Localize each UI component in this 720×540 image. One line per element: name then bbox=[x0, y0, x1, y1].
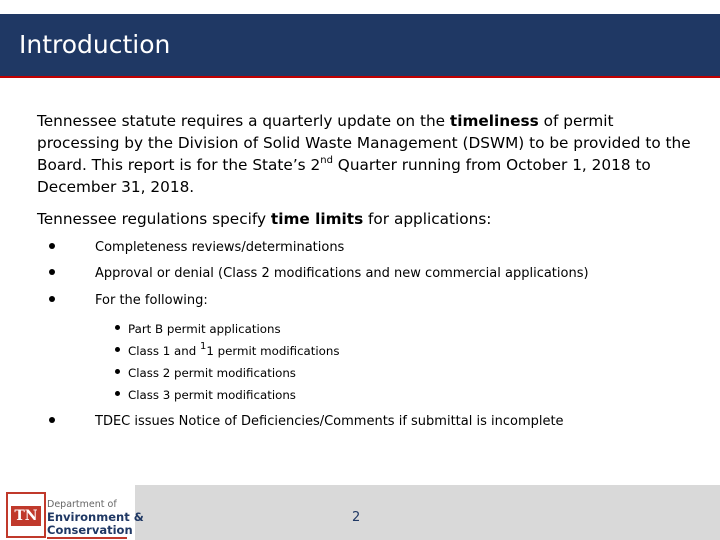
class1-sup: 1 bbox=[200, 341, 207, 353]
class1-text-a: Class 1 and bbox=[128, 344, 200, 358]
bullet-tdec-notice: TDEC issues Notice of Deficiencies/Comments if submittal is incomplete bbox=[95, 414, 564, 429]
intro-text-c: Quarter running from October 1, 2018 to December 31, 2018. bbox=[37, 156, 651, 196]
bullet-dot bbox=[49, 269, 55, 275]
sub-bullet-dot bbox=[115, 391, 120, 396]
logo-underline bbox=[47, 537, 127, 539]
bullet-dot bbox=[49, 296, 55, 302]
sub-bullet-class3: Class 3 permit modifications bbox=[128, 388, 296, 402]
logo-environment: Environment & bbox=[47, 510, 144, 524]
title-bar bbox=[0, 14, 720, 78]
sub-bullet-class1 bbox=[128, 342, 340, 360]
tn-logo-text: TN bbox=[11, 506, 41, 526]
slide-title: Introduction bbox=[19, 30, 171, 59]
intro-paragraph bbox=[37, 110, 697, 198]
logo-conservation: Conservation bbox=[47, 523, 133, 537]
bullet-dot bbox=[49, 243, 55, 249]
logo-department: Department of bbox=[47, 499, 117, 510]
sub-bullet-dot bbox=[115, 325, 120, 330]
sub-bullet-dot bbox=[115, 369, 120, 374]
intro-bold-timeliness: timeliness bbox=[449, 112, 539, 130]
bullet-dot bbox=[49, 417, 55, 423]
reg-text-b: for applications: bbox=[363, 210, 492, 228]
reg-bold-time-limits: time limits bbox=[270, 210, 364, 228]
bullet-following: For the following: bbox=[95, 293, 208, 308]
sub-bullet-part-b: Part B permit applications bbox=[128, 322, 281, 336]
regulations-paragraph bbox=[37, 208, 697, 230]
bullet-completeness: Completeness reviews/determinations bbox=[95, 240, 345, 255]
bullet-approval: Approval or denial (Class 2 modifications and new commercial applications) bbox=[95, 266, 589, 281]
page-number: 2 bbox=[352, 510, 361, 525]
reg-text-a: Tennessee regulations specify bbox=[37, 210, 271, 228]
class1-text-b: 1 permit modifications bbox=[206, 344, 340, 358]
intro-text-a: Tennessee statute requires a quarterly update on the bbox=[37, 112, 450, 130]
intro-sup: nd bbox=[320, 154, 333, 166]
sub-bullet-dot bbox=[115, 347, 120, 352]
tn-logo-icon bbox=[6, 492, 46, 538]
intro-text-b: of permit processing by the Division of Solid Waste Management (DSWM) to be provided to the Board. This report is for the State’s 2 bbox=[37, 112, 691, 174]
sub-bullet-class2: Class 2 permit modifications bbox=[128, 366, 296, 380]
